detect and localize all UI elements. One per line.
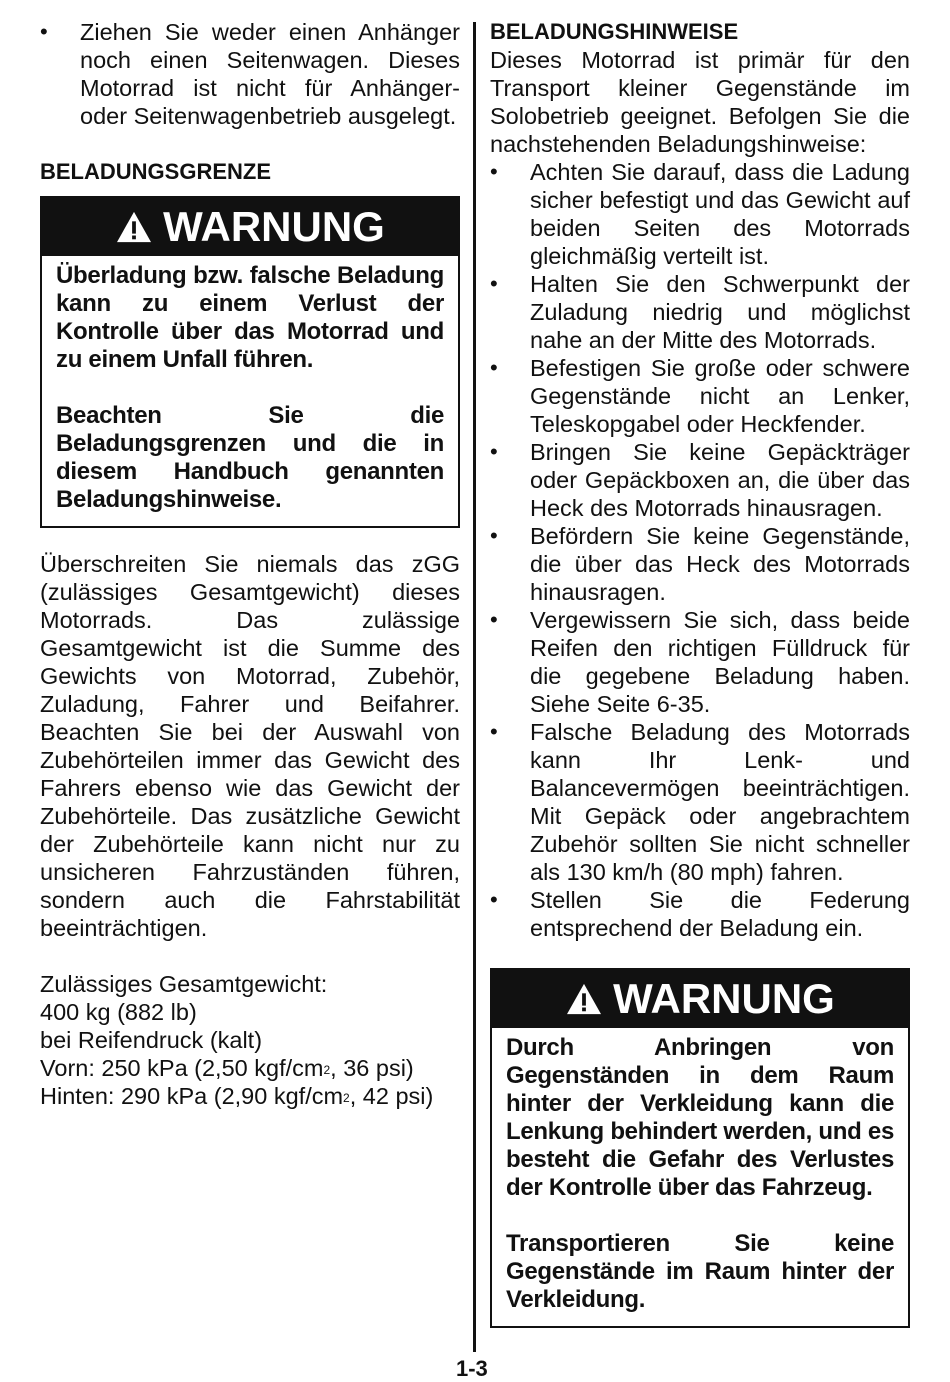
warning-box xyxy=(40,196,460,528)
warning-triangle-icon xyxy=(115,210,153,244)
warning-box xyxy=(490,968,910,1328)
warning-header xyxy=(492,970,908,1028)
list-item: • Befördern Sie keine Gegenstände, die über das Heck des Motorrads hinausragen. xyxy=(490,522,910,606)
warning-instruction: Transportieren Sie keine Gegenstände im Raum hinter der Verkleidung. xyxy=(506,1230,894,1313)
list-item: • Befestigen Sie große oder schwere Gegenstände nicht an Lenker, Teleskopgabel oder Heckfender. xyxy=(490,354,910,438)
warning-instruction: Beachten Sie die Beladungsgrenzen und die in diesem Handbuch genannten Beladungshinweise. xyxy=(56,402,444,513)
trailer-bullet-list xyxy=(40,18,460,130)
list-item: • Falsche Beladung des Motorrads kann Ihr Lenk- und Balancevermögen beeinträchtigen. Mit Gepäck oder angebrachtem Zubehör sollten Sie nicht schneller als 130 km/h (80 mph) fahren. xyxy=(490,718,910,886)
warning-body xyxy=(492,1028,908,1326)
weight-specs xyxy=(40,970,460,1110)
spec-label: Zulässiges Gesamtgewicht: xyxy=(40,971,328,997)
warning-header xyxy=(42,198,458,256)
left-column xyxy=(40,18,460,1110)
spec-front-pressure: Vorn: 250 kPa (2,50 kgf/$cm^2$, 36 psi) xyxy=(40,1055,414,1081)
warning-text: Überladung bzw. falsche Beladung kann zu einem Verlust der Kontrolle über das Motorrad und zu einem Unfall führen. xyxy=(56,262,444,373)
spec-max-weight: 400 kg (882 lb) xyxy=(40,999,197,1025)
warning-title: WARNUNG xyxy=(163,203,385,250)
section-heading-load-limit: BELADUNGSGRENZE xyxy=(40,159,272,184)
right-column xyxy=(490,18,910,1328)
section-heading-loading-notes: BELADUNGSHINWEISE xyxy=(490,19,739,44)
intro-paragraph: Dieses Motorrad ist primär für den Transport kleiner Gegenstände im Solobetrieb geeignet. Befolgen Sie die nachstehenden Beladungshinweise: xyxy=(490,47,910,157)
list-item: • Halten Sie den Schwerpunkt der Zuladung niedrig und möglichst nahe an der Mitte des Motorrads. xyxy=(490,270,910,354)
warning-title: WARNUNG xyxy=(613,975,835,1022)
column-divider xyxy=(473,22,476,1352)
warning-body xyxy=(42,256,458,526)
page-number: 1-3 xyxy=(456,1356,488,1381)
warning-text: Durch Anbringen von Gegenständen in dem Raum hinter der Verkleidung kann die Lenkung behindert werden, und es besteht die Gefahr des Verlustes der Kontrolle über das Fahrzeug. xyxy=(506,1034,894,1201)
list-item: • Ziehen Sie weder einen Anhänger noch einen Seitenwagen. Dieses Motorrad ist nicht für Anhänger- oder Seitenwagenbetrieb ausgelegt. xyxy=(40,18,460,130)
body-paragraph: Überschreiten Sie niemals das zGG (zulässiges Gesamtgewicht) dieses Motorrads. Das zulässige Gesamtgewicht ist die Summe des Gewichts von Motorrad, Zubehör, Zuladung, Fahrer und Beifahrer. Beachten Sie bei der Auswahl von Zubehörteilen immer das Gewicht des Fahrers ebenso wie das Gewicht der Zubehörteile. Das zusätzliche Gewicht der Zubehörteile kann nicht nur zu unsicheren Fahrzuständen führen, sondern auch die Fahrstabilität beeinträchtigen. xyxy=(40,551,460,941)
list-item: • Vergewissern Sie sich, dass beide Reifen den richtigen Fülldruck für die gegebene Beladung haben. Siehe Seite 6-35. xyxy=(490,606,910,718)
spec-condition: bei Reifendruck (kalt) xyxy=(40,1027,263,1053)
warning-triangle-icon xyxy=(565,982,603,1016)
list-item: • Achten Sie darauf, dass die Ladung sicher befestigt und das Gewicht auf beiden Seiten des Motorrads gleichmäßig verteilt ist. xyxy=(490,158,910,270)
spec-rear-pressure: Hinten: 290 kPa (2,90 kgf/$cm^2$, 42 psi) xyxy=(40,1083,434,1109)
list-item: • Bringen Sie keine Gepäckträger oder Gepäckboxen an, die über das Heck des Motorrads hinausragen. xyxy=(490,438,910,522)
list-item: • Stellen Sie die Federung entsprechend der Beladung ein. xyxy=(490,886,910,942)
loading-bullet-list xyxy=(490,158,910,942)
